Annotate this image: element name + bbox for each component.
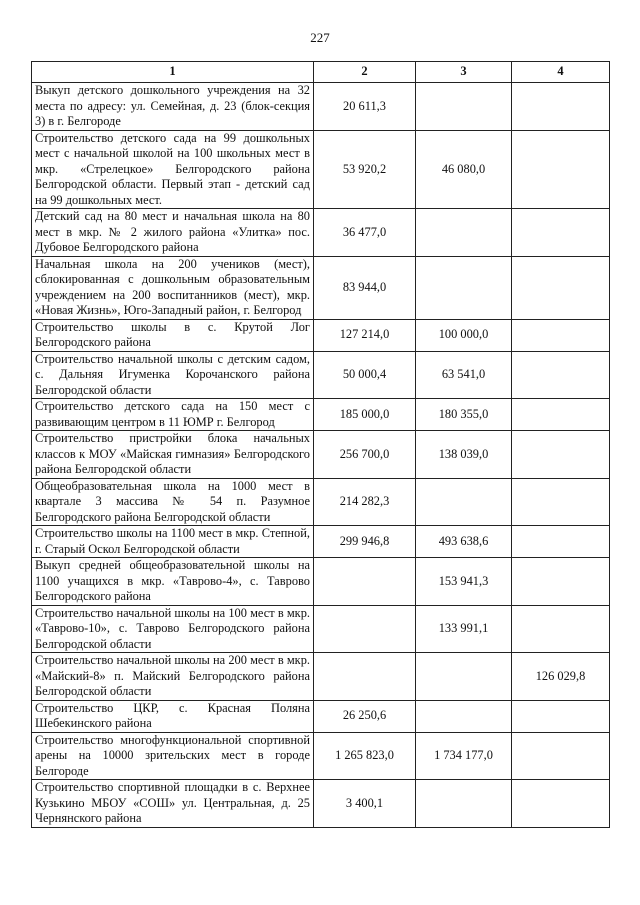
row-value-col-3: 493 638,6 — [416, 526, 512, 558]
row-value-col-3: 153 941,3 — [416, 558, 512, 606]
row-value-col-4 — [512, 256, 610, 319]
header-col-4: 4 — [512, 62, 610, 83]
table-row — [32, 700, 610, 732]
row-value-col-2: 20 611,3 — [314, 83, 416, 131]
row-value-col-2: 185 000,0 — [314, 399, 416, 431]
row-value-col-4 — [512, 700, 610, 732]
table-row — [32, 653, 610, 701]
row-value-col-4 — [512, 209, 610, 257]
table-row — [32, 209, 610, 257]
row-value-col-4 — [512, 399, 610, 431]
row-description: Детский сад на 80 мест и начальная школа на 80 мест в мкр. № 2 жилого района «Улитка» пос. Дубовое Белгородского района — [32, 209, 314, 257]
page-number: 227 — [310, 30, 330, 45]
table-row — [32, 399, 610, 431]
table-row — [32, 83, 610, 131]
row-description: Строительство пристройки блока начальных классов к МОУ «Майская гимназия» Белгородского района Белгородской области — [32, 431, 314, 479]
row-value-col-2: 83 944,0 — [314, 256, 416, 319]
row-description: Строительство начальной школы на 200 мест в мкр. «Майский-8» п. Майский Белгородского района Белгородской области — [32, 653, 314, 701]
row-value-col-4 — [512, 83, 610, 131]
row-value-col-3 — [416, 700, 512, 732]
row-value-col-3: 100 000,0 — [416, 319, 512, 351]
row-value-col-3 — [416, 209, 512, 257]
row-value-col-2 — [314, 653, 416, 701]
table-row — [32, 526, 610, 558]
table-row — [32, 732, 610, 780]
row-value-col-2: 26 250,6 — [314, 700, 416, 732]
header-col-1: 1 — [32, 62, 314, 83]
row-value-col-2: 3 400,1 — [314, 780, 416, 828]
row-value-col-2: 214 282,3 — [314, 478, 416, 526]
row-value-col-4 — [512, 319, 610, 351]
row-description: Строительство школы в с. Крутой Лог Белгородского района — [32, 319, 314, 351]
row-description: Строительство начальной школы на 100 мест в мкр. «Таврово-10», с. Таврово Белгородского района Белгородской области — [32, 605, 314, 653]
row-value-col-4: 126 029,8 — [512, 653, 610, 701]
header-row — [32, 62, 610, 83]
row-description: Строительство детского сада на 150 мест с развивающим центром в 11 ЮМР г. Белгород — [32, 399, 314, 431]
row-description: Начальная школа на 200 учеников (мест), сблокированная с дошкольным образовательным учреждением на 200 воспитанников (мест), мкр. «Новая Жизнь», Юго-Западный район, г. Белгород — [32, 256, 314, 319]
row-value-col-2 — [314, 558, 416, 606]
row-value-col-3 — [416, 780, 512, 828]
row-value-col-3: 138 039,0 — [416, 431, 512, 479]
row-description: Строительство спортивной площадки в с. Верхнее Кузькино МБОУ «СОШ» ул. Центральная, д. 25 Чернянского района — [32, 780, 314, 828]
header-col-3: 3 — [416, 62, 512, 83]
table-row — [32, 558, 610, 606]
row-description: Общеобразовательная школа на 1000 мест в квартале 3 массива № 54 п. Разумное Белгородского района Белгородской области — [32, 478, 314, 526]
row-value-col-2: 127 214,0 — [314, 319, 416, 351]
row-value-col-2 — [314, 605, 416, 653]
row-value-col-4 — [512, 526, 610, 558]
row-value-col-3: 133 991,1 — [416, 605, 512, 653]
row-value-col-2: 1 265 823,0 — [314, 732, 416, 780]
row-value-col-2: 53 920,2 — [314, 130, 416, 209]
row-description: Строительство ЦКР, с. Красная Поляна Шебекинского района — [32, 700, 314, 732]
table-row — [32, 478, 610, 526]
investment-table — [31, 61, 610, 828]
row-value-col-2: 299 946,8 — [314, 526, 416, 558]
row-value-col-4 — [512, 431, 610, 479]
row-description: Строительство начальной школы с детским садом, с. Дальняя Игуменка Корочанского района Белгородской области — [32, 351, 314, 399]
row-value-col-4 — [512, 130, 610, 209]
row-value-col-3 — [416, 83, 512, 131]
row-value-col-3: 46 080,0 — [416, 130, 512, 209]
row-value-col-4 — [512, 732, 610, 780]
table-row — [32, 256, 610, 319]
row-value-col-4 — [512, 351, 610, 399]
row-value-col-4 — [512, 605, 610, 653]
row-value-col-3 — [416, 478, 512, 526]
row-value-col-2: 256 700,0 — [314, 431, 416, 479]
table-row — [32, 431, 610, 479]
header-col-2: 2 — [314, 62, 416, 83]
row-description: Строительство многофункциональной спортивной арены на 10000 зрительских мест в городе Белгороде — [32, 732, 314, 780]
row-value-col-3: 63 541,0 — [416, 351, 512, 399]
table-row — [32, 780, 610, 828]
row-value-col-3 — [416, 653, 512, 701]
row-value-col-4 — [512, 780, 610, 828]
table-row — [32, 130, 610, 209]
row-value-col-2: 50 000,4 — [314, 351, 416, 399]
row-description: Строительство школы на 1100 мест в мкр. Степной, г. Старый Оскол Белгородской области — [32, 526, 314, 558]
row-description: Строительство детского сада на 99 дошкольных мест с начальной школой на 100 школьных мест в мкр. «Стрелецкое» Белгородского района Белгородской области. Первый этап - детский сад на 99 дошкольных мест. — [32, 130, 314, 209]
row-value-col-3 — [416, 256, 512, 319]
row-value-col-3: 1 734 177,0 — [416, 732, 512, 780]
row-value-col-4 — [512, 558, 610, 606]
table-row — [32, 351, 610, 399]
row-value-col-4 — [512, 478, 610, 526]
row-value-col-3: 180 355,0 — [416, 399, 512, 431]
row-description: Выкуп детского дошкольного учреждения на 32 места по адресу: ул. Семейная, д. 23 (блок-секция 3) в г. Белгороде — [32, 83, 314, 131]
row-description: Выкуп средней общеобразовательной школы на 1100 учащихся в мкр. «Таврово-4», с. Таврово Белгородского района — [32, 558, 314, 606]
table-row — [32, 605, 610, 653]
table-row — [32, 319, 610, 351]
row-value-col-2: 36 477,0 — [314, 209, 416, 257]
